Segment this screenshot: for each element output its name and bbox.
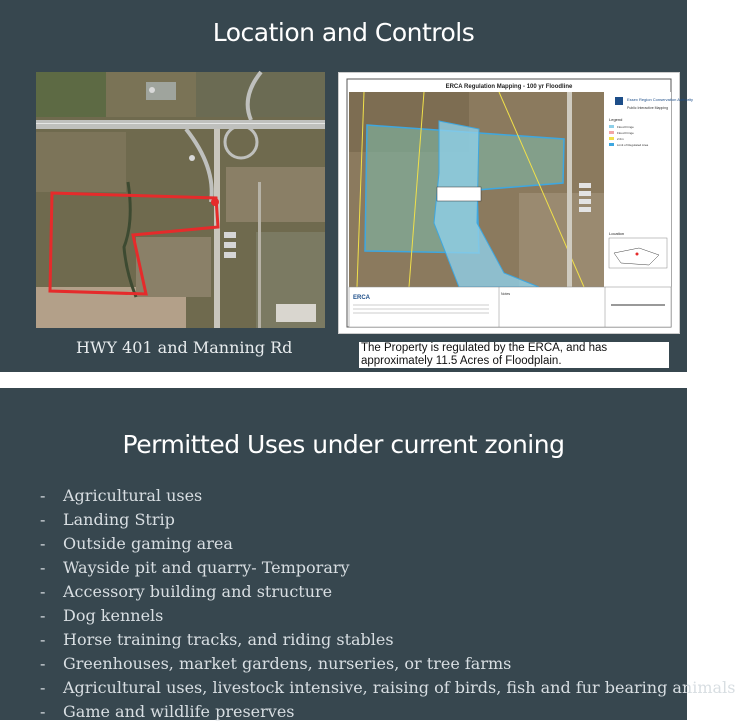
use-label: Game and wildlife preserves <box>63 702 295 721</box>
list-item <box>40 532 735 556</box>
location-label: Location <box>609 231 625 236</box>
erca-org-name: Essex Region Conservation Authority <box>627 97 694 102</box>
erca-regulation-map <box>338 72 694 334</box>
list-item <box>40 676 735 700</box>
list-item <box>40 484 735 508</box>
use-label: Accessory building and structure <box>63 582 333 601</box>
bullet-dash: - <box>40 558 46 577</box>
use-label: Dog kennels <box>63 606 164 625</box>
legend-item: Flood Fringe <box>617 125 634 129</box>
bullet-dash: - <box>40 678 46 697</box>
use-label: Outside gaming area <box>63 534 233 553</box>
erca-map-title: ERCA Regulation Mapping - 100 yr Floodline <box>445 84 573 90</box>
use-label: Wayside pit and quarry- Temporary <box>63 558 350 577</box>
bullet-dash: - <box>40 510 46 529</box>
use-label: Greenhouses, market gardens, nurseries, or tree farms <box>63 654 512 673</box>
use-label: Landing Strip <box>63 510 175 529</box>
bullet-dash: - <box>40 486 46 505</box>
slide-title: Permitted Uses under current zoning <box>122 430 565 459</box>
use-label: Agricultural uses, livestock intensive, raising of birds, fish and fur bearing animals <box>63 678 735 697</box>
location-controls-slide <box>0 0 694 372</box>
use-label: Agricultural uses <box>63 486 203 505</box>
slide-title: Location and Controls <box>212 18 475 47</box>
erca-logo: ERCA <box>353 295 371 301</box>
list-item <box>40 556 735 580</box>
satellite-map-image <box>36 72 325 328</box>
bullet-dash: - <box>40 606 46 625</box>
list-item <box>40 700 735 724</box>
list-item <box>40 604 735 628</box>
legend-title: Legend <box>609 117 623 122</box>
list-item <box>40 652 735 676</box>
map-caption: HWY 401 and Manning Rd <box>76 338 293 357</box>
bullet-dash: - <box>40 630 46 649</box>
list-item <box>40 508 735 532</box>
bullet-dash: - <box>40 582 46 601</box>
erca-subtitle: Public Interactive Mapping <box>627 106 669 110</box>
notes-title: Notes <box>501 292 511 296</box>
legend-item: 2.0m <box>617 137 624 141</box>
legend-item: Limit of Regulated Area <box>617 143 649 147</box>
bullet-dash: - <box>40 702 46 721</box>
legend-item: Flood Fringe <box>617 131 634 135</box>
permitted-uses-list <box>40 484 735 724</box>
bullet-dash: - <box>40 654 46 673</box>
list-item <box>40 580 735 604</box>
list-item <box>40 628 735 652</box>
use-label: Horse training tracks, and riding stables <box>63 630 394 649</box>
bullet-dash: - <box>40 534 46 553</box>
erca-note: The Property is regulated by the ERCA, and has approximately 11.5 Acres of Floodplain. <box>359 342 669 368</box>
permitted-uses-slide <box>0 388 735 721</box>
